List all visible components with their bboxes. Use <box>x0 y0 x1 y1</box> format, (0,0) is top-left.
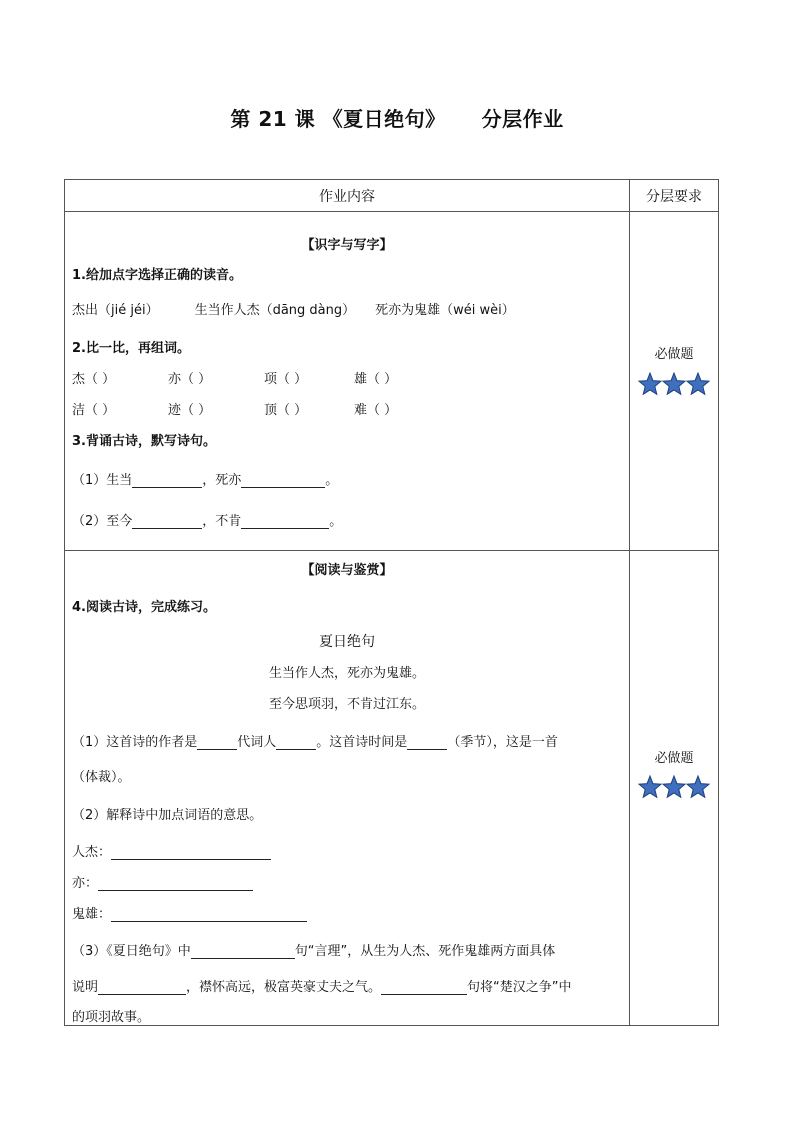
star-rating <box>630 775 718 803</box>
answer-blank[interactable] <box>98 980 186 995</box>
requirement-cell <box>630 212 718 550</box>
poem-line: 生当作人杰，死亦为鬼雄。 <box>268 666 425 681</box>
section-heading: 【阅读与鉴赏】 <box>301 563 393 578</box>
header-content: 作业内容 <box>65 180 630 212</box>
poem-title: 夏日绝句 <box>319 634 375 650</box>
question-4-title: 4.阅读古诗，完成练习。 <box>72 600 216 615</box>
homework-type: 分层作业 <box>481 107 564 131</box>
answer-blank[interactable] <box>191 944 295 959</box>
compare-item: 迹（ ） <box>168 403 212 418</box>
q1-item: 死亦为鬼雄（wéi wèi） <box>375 303 515 318</box>
subquestion-3-end: 的项羽故事。 <box>72 1010 151 1025</box>
subquestion-3-cont: 说明 ，襟怀高远，极富英豪丈夫之气。 句将“楚汉之争”中 <box>72 980 572 995</box>
star-icon <box>662 372 686 396</box>
homework-table <box>64 179 719 1026</box>
subquestion-1: （1）这首诗的作者是 代词人 。这首诗时间是 （季节），这是一首 <box>72 735 558 750</box>
answer-blank[interactable] <box>132 473 202 488</box>
compare-item: 雄（ ） <box>354 372 398 387</box>
section-heading: 【识字与写字】 <box>301 238 393 253</box>
section-literacy <box>65 212 629 550</box>
answer-blank[interactable] <box>381 980 467 995</box>
answer-blank[interactable] <box>98 876 253 891</box>
star-icon <box>638 775 662 799</box>
answer-blank[interactable] <box>276 735 316 750</box>
compare-item: 难（ ） <box>354 403 398 418</box>
requirement-cell <box>630 551 718 1025</box>
question-3-title: 3.背诵古诗，默写诗句。 <box>72 434 216 449</box>
compare-item: 杰（ ） <box>72 372 116 387</box>
question-1-items <box>72 299 515 318</box>
word-explain-1: 人杰： <box>72 841 271 860</box>
answer-blank[interactable] <box>111 845 271 860</box>
poem-line: 至今思项羽，不肯过江东。 <box>268 697 425 712</box>
requirement-label: 必做题 <box>654 751 694 766</box>
answer-blank[interactable] <box>241 514 329 529</box>
recite-line-1: （1）生当 ，死亦 。 <box>72 473 339 488</box>
word-explain-3: 鬼雄： <box>72 903 307 922</box>
compare-item: 亦（ ） <box>168 372 212 387</box>
q1-item: 杰出（jié jéi） <box>72 303 159 318</box>
q1-item: 生当作人杰（dāng dàng） <box>194 303 356 318</box>
compare-item: 项（ ） <box>264 372 308 387</box>
compare-item: 洁（ ） <box>72 403 116 418</box>
star-icon <box>638 372 662 396</box>
question-2-row <box>72 368 397 387</box>
answer-blank[interactable] <box>111 907 307 922</box>
requirement-label: 必做题 <box>654 347 694 362</box>
question-2-title: 2.比一比，再组词。 <box>72 341 190 356</box>
star-icon <box>686 775 710 799</box>
question-2-row <box>72 399 397 418</box>
header-requirement: 分层要求 <box>630 180 719 212</box>
subquestion-2: （2）解释诗中加点词语的意思。 <box>72 808 263 823</box>
star-rating <box>630 372 718 400</box>
recite-line-2: （2）至今 ，不肯 。 <box>72 514 343 529</box>
page-title <box>0 103 794 132</box>
answer-blank[interactable] <box>132 514 202 529</box>
question-1-title: 1.给加点字选择正确的读音。 <box>72 268 242 283</box>
star-icon <box>662 775 686 799</box>
section-reading <box>65 551 629 1025</box>
star-icon <box>686 372 710 396</box>
compare-item: 顶（ ） <box>264 403 308 418</box>
subquestion-3: （3）《夏日绝句》中 句“言理”，从生为人杰、死作鬼雄两方面具体 <box>72 944 556 959</box>
answer-blank[interactable] <box>407 735 447 750</box>
answer-blank[interactable] <box>197 735 237 750</box>
answer-blank[interactable] <box>241 473 325 488</box>
subquestion-1-cont: （体裁）。 <box>72 770 131 785</box>
lesson-title: 第 21 课 《夏日绝句》 <box>230 107 446 131</box>
word-explain-2: 亦： <box>72 872 253 891</box>
